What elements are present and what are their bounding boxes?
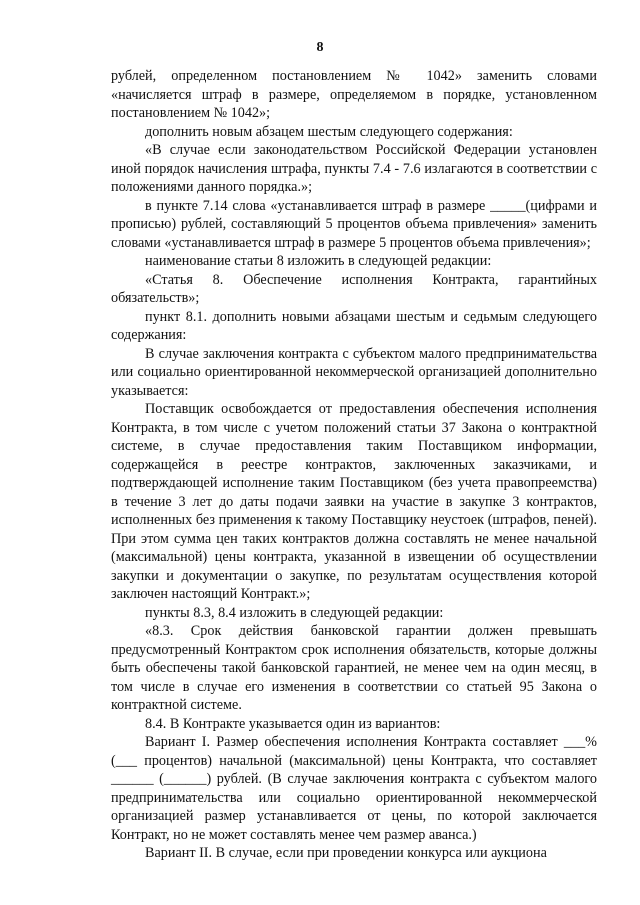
document-body	[111, 67, 597, 863]
paragraph-11: «8.3. Срок действия банковской гарантии должен превышать предусмотренный Контрактом срок исполнения обязательств, которые должны быть обеспечены такой банковской гарантией, не менее чем на один месяц, в том числе в случае его изменения в соответствии со статьей 95 Закона о контрактной системе.	[111, 623, 597, 713]
paragraph-13: Вариант I. Размер обеспечения исполнения Контракта составляет ___% (___ процентов) начальной (максимальной) цены Контракта, что составляет ______ (______) рублей. (В случае заключения контракта с субъектом малого предпринимательства или социально ориентированной некоммерческой организацией размер устанавливается от цены, по которой заключается Контракт, но не может составлять менее чем размер аванса.)	[111, 734, 597, 843]
paragraph-14: Вариант II. В случае, если при проведении конкурса или аукциона	[145, 845, 547, 861]
paragraph-3: «В случае если законодательством Российской Федерации установлен иной порядок начисления штрафа, пункты 7.4 - 7.6 излагаются в соответствии с положениями данного порядка.»;	[111, 142, 597, 195]
paragraph-7: пункт 8.1. дополнить новыми абзацами шестым и седьмым следующего содержания:	[111, 308, 597, 343]
paragraph-8: В случае заключения контракта с субъектом малого предпринимательства или социально ориентированной некоммерческой организацией дополнительно указывается:	[111, 345, 597, 399]
paragraph-9: Поставщик освобождается от предоставления обеспечения исполнения Контракта, в том числе с учетом положений статьи 37 Закона о контрактной системе, в случае предоставления таким Поставщиком информации, содержащейся в реестре контрактов, заключенных заказчиками, и подтверждающей исполнение таким Поставщиком (без учета правопреемства) в течение 3 лет до даты подачи заявки на участие в закупке 3 контрактов, исполненных без применения к такому Поставщику неустоек (штрафов, пеней). При этом сумма цен таких контрактов должна составлять не менее начальной (максимальной) цены контракта, указанной в извещении об осуществлении закупки и документации о закупке, по результатам осуществления которой заключен настоящий Контракт.»;	[111, 401, 597, 602]
paragraph-6: «Статья 8. Обеспечение исполнения Контракта, гарантийных обязательств»;	[111, 271, 597, 306]
paragraph-5: наименование статьи 8 изложить в следующей редакции:	[145, 253, 492, 269]
paragraph-10: пункты 8.3, 8.4 изложить в следующей редакции:	[145, 604, 444, 621]
paragraph-4: в пункте 7.14 слова «устанавливается штраф в размере _____(цифрами и прописью) рублей, составляющий 5 процентов объема привлечения» заменить словами «устанавливается штраф в размере 5 процентов объема привлечения»;	[111, 197, 597, 251]
paragraph-1: рублей, определенном постановлением № 1042» заменить словами «начисляется штраф в размере, определяемом в порядке, установленном постановлением № 1042»;	[111, 68, 597, 121]
paragraph-12: 8.4. В Контракте указывается один из вариантов:	[145, 715, 441, 732]
page-number: 8	[316, 40, 324, 55]
paragraph-2: дополнить новым абзацем шестым следующего содержания:	[145, 123, 513, 140]
